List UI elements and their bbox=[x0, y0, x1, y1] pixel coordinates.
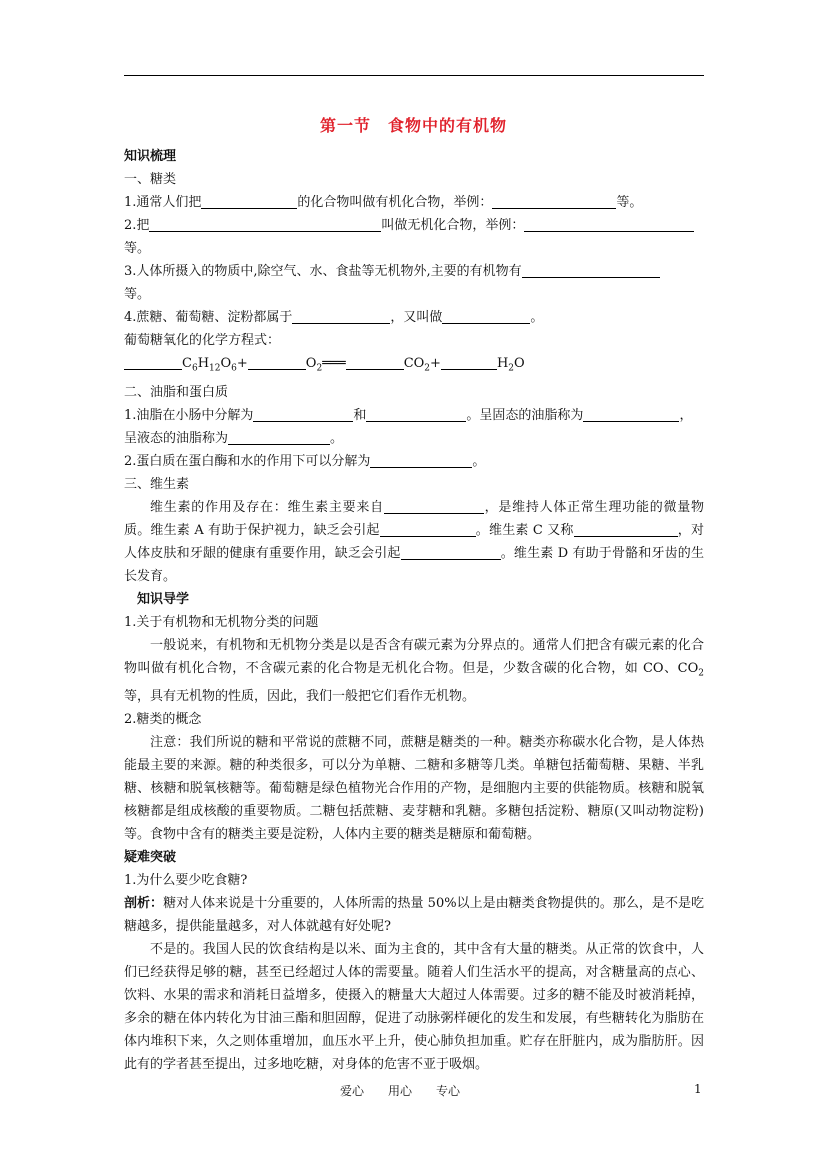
answer-blank bbox=[149, 216, 381, 232]
answer-blank bbox=[401, 544, 501, 560]
answer-blank bbox=[574, 521, 678, 537]
answer-blank bbox=[228, 429, 330, 445]
difficulty-item-1-text: 不是的。我国人民的饮食结构是以米、面为主食的，其中含有大量的糖类。从正常的饮食中，人们已经获得足够的糖，甚至已经超过人体的需要量。随着人们生活水平的提高，对含糖量高的点心、饮料、水果的需求和消耗日益增多，使摄入的糖量大大超过人体需要。过多的糖不能及时被消耗掉，多余的糖在体内转化为甘油三酯和胆固醇，促进了动脉粥样硬化的发生和发展，有些糖转化为脂肪在体内堆积下来，久之则体重增加，血压水平上升，使心肺负担加重。贮存在肝脏内，成为脂肪肝。因此有的学者甚至提出，过多地吃糖，对身体的危害不亚于吸烟。 bbox=[124, 942, 704, 1073]
question-1: 1.通常人们把 的化合物叫做有机化合物，举例： 等。 bbox=[124, 195, 643, 210]
answer-blank bbox=[583, 406, 679, 422]
question-3-end: 等。 bbox=[124, 287, 151, 302]
answer-blank bbox=[292, 308, 390, 324]
page-title: 第一节 食物中的有机物 bbox=[319, 116, 507, 135]
answer-blank bbox=[522, 262, 660, 278]
answer-blank bbox=[384, 498, 484, 514]
answer-blank bbox=[248, 354, 306, 370]
section-heading-guide: 知识导学 bbox=[137, 591, 190, 607]
answer-blank bbox=[441, 354, 497, 370]
guide-item-1-title: 1.关于有机物和无机物分类的问题 bbox=[124, 614, 319, 630]
header-rule bbox=[124, 75, 704, 76]
question-2-end: 等。 bbox=[124, 241, 151, 256]
equation-label: 葡萄糖氧化的化学方程式： bbox=[124, 333, 281, 348]
answer-blank bbox=[124, 354, 182, 370]
answer-blank bbox=[253, 406, 353, 422]
protein-question-2: 2.蛋白质在蛋白酶和水的作用下可以分解为 。 bbox=[124, 453, 486, 469]
fat-question-1-cont: 呈液态的油脂称为 。 bbox=[124, 430, 344, 446]
subsection-vitamins: 三、维生素 bbox=[124, 476, 190, 492]
answer-blank bbox=[442, 308, 530, 324]
page-number: 1 bbox=[694, 1082, 702, 1096]
document-body bbox=[124, 145, 704, 1076]
answer-blank bbox=[524, 216, 694, 232]
difficulty-item-1-title: 1.为什么要少吃食糖? bbox=[124, 873, 248, 889]
guide-item-2-title: 2.糖类的概念 bbox=[124, 712, 202, 728]
answer-blank bbox=[380, 521, 476, 537]
difficulty-item-1-analysis: 剖析：糖对人体来说是十分重要的，人体所需的热量 50%以上是由糖类食物提供的。那么，是不是吃糖越多，提供能量越多，对人体就越有好处呢? bbox=[124, 896, 704, 935]
analysis-label: 剖析： bbox=[124, 896, 164, 912]
section-heading-difficulty: 疑难突破 bbox=[124, 850, 177, 866]
answer-blank bbox=[370, 452, 472, 468]
answer-blank bbox=[346, 354, 404, 370]
answer-blank bbox=[492, 193, 616, 209]
question-2: 2.把 叫做无机化合物，举例： bbox=[124, 214, 704, 237]
subsection-sugar: 一、糖类 bbox=[124, 172, 177, 187]
question-4: 4.蔗糖、葡萄糖、淀粉都属于 ，又叫做 。 bbox=[124, 310, 544, 325]
answer-blank bbox=[366, 406, 466, 422]
question-3: 3.人体所摄入的物质中,除空气、水、食盐等无机物外,主要的有机物有 bbox=[124, 260, 704, 283]
answer-blank bbox=[201, 193, 297, 209]
subsection-fats-proteins: 二、油脂和蛋白质 bbox=[124, 384, 229, 400]
chemical-equation: $C_6H_{12}O_6+$ $O_2═══$ $CO_2+ H_2O$ bbox=[124, 352, 704, 381]
guide-item-1-text: 一般说来，有机物和无机物分类是以是否含有碳元素为分界点的。通常人们把含有碳元素的化合物叫做有机化合物，不含碳元素的化合物是无机化合物。但是，少数含碳的化合物，如 CO、$CO_2$ 等，具有无机物的性质，因此，我们一般把它们看作无机物。 bbox=[124, 637, 704, 705]
section-heading-knowledge: 知识梳理 bbox=[124, 149, 177, 164]
footer-motto: 爱心 用心 专心 bbox=[340, 1084, 461, 1098]
fat-question-1: 1.油脂在小肠中分解为 和 。呈固态的油脂称为 ， bbox=[124, 407, 693, 423]
guide-item-2-text: 注意：我们所说的糖和平常说的蔗糖不同，蔗糖是糖类的一种。糖类亦称碳水化合物，是人体热能最主要的来源。糖的种类很多，可以分为单糖、二糖和多糖等几类。单糖包括葡萄糖、果糖、半乳糖、核糖和脱氧核糖等。葡萄糖是绿色植物光合作用的产物，是细胞内主要的供能物质。核糖和脱氧核糖都是组成核酸的重要物质。二糖包括蔗糖、麦芽糖和乳糖。多糖包括淀粉、糖原(又叫动物淀粉)等。食物中含有的糖类主要是淀粉，人体内主要的糖类是糖原和葡萄糖。 bbox=[124, 735, 704, 843]
vitamin-paragraph: 维生素的作用及存在：维生素主要来自 ，是维持人体正常生理功能的微量物质。维生素 A 有助于保护视力，缺乏会引起 。维生素 C 又称 ，对人体皮肤和牙龈的健康有重要作用，缺乏会引起 。维生素 D 有助于骨骼和牙齿的生长发育。 bbox=[124, 499, 705, 584]
